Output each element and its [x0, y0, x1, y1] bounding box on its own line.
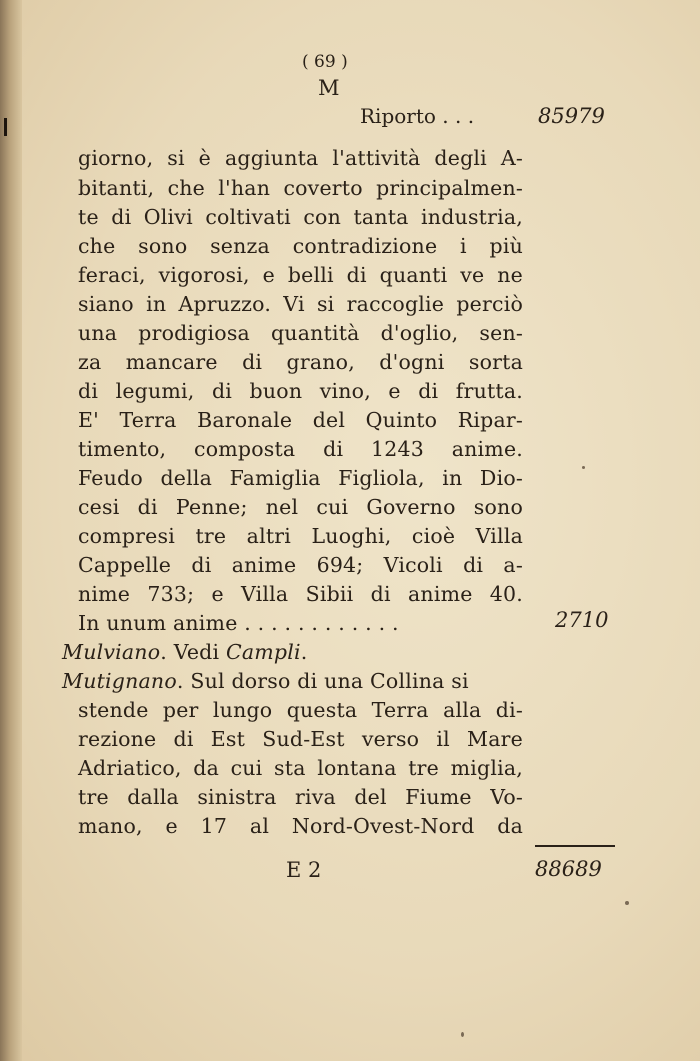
text-line: nime 733; e Villa Sibii di anime 40. — [78, 582, 523, 606]
book-spine-shadow — [0, 0, 22, 1061]
text-line: compresi tre altri Luoghi, cioè Villa — [78, 524, 523, 548]
text-line: una prodigiosa quantità d'oglio, sen- — [78, 321, 523, 345]
text-line: Adriatico, da cui sta lontana tre miglia, — [78, 756, 523, 780]
paper-speck — [582, 466, 585, 469]
text-line: che sono senza contradizione i più — [78, 234, 523, 258]
entry-mutignano — [62, 669, 469, 693]
signature-mark: M — [318, 76, 340, 100]
entry-headword: Mulviano — [62, 640, 161, 664]
text-line: Cappelle di anime 694; Vicoli di a- — [78, 553, 523, 577]
entry-tail: . — [300, 640, 308, 664]
text-line: rezione di Est Sud-Est verso il Mare — [78, 727, 523, 751]
text-line: timento, composta di 1243 anime. — [78, 437, 523, 461]
paper-speck — [461, 1032, 464, 1037]
text-line: mano, e 17 al Nord-Ovest-Nord da — [78, 814, 523, 838]
text-line: feraci, vigorosi, e belli di quanti ve ne — [78, 263, 523, 287]
text-line: tre dalla sinistra riva del Fiume Vo- — [78, 785, 523, 809]
text-line: te di Olivi coltivati con tanta industria, — [78, 205, 523, 229]
entry-text: . Vedi — [160, 640, 226, 664]
signature-catchword: E 2 — [286, 858, 322, 882]
carried-forward-label: Riporto . . . — [360, 104, 475, 128]
carried-forward-value: 85979 — [538, 104, 605, 128]
entry-mulviano — [62, 640, 307, 664]
entry-reference: Campli — [225, 640, 301, 664]
text-line: cesi di Penne; nel cui Governo sono — [78, 495, 523, 519]
text-line: za mancare di grano, d'ogni sorta — [78, 350, 523, 374]
entry-text: . Sul dorso di una Collina si — [176, 669, 469, 693]
text-line: Feudo della Famiglia Figliola, in Dio- — [78, 466, 523, 490]
sum-line-value: 2710 — [555, 608, 609, 632]
paper-speck — [625, 901, 629, 905]
text-line: giorno, si è aggiunta l'attività degli A- — [78, 146, 523, 170]
entry-headword: Mutignano — [62, 669, 177, 693]
sum-line-label: In unum anime . . . . . . . . . . . . — [78, 611, 399, 635]
text-line: stende per lungo questa Terra alla di- — [78, 698, 523, 722]
spine-mark — [4, 118, 7, 136]
text-line: bitanti, che l'han coverto principalmen- — [78, 176, 523, 200]
running-total-value: 88689 — [535, 857, 602, 881]
page-number: ( 69 ) — [302, 52, 348, 72]
text-line: E' Terra Baronale del Quinto Ripar- — [78, 408, 523, 432]
total-rule — [535, 845, 615, 847]
text-line: siano in Apruzzo. Vi si raccoglie perciò — [78, 292, 523, 316]
text-line: di legumi, di buon vino, e di frutta. — [78, 379, 523, 403]
